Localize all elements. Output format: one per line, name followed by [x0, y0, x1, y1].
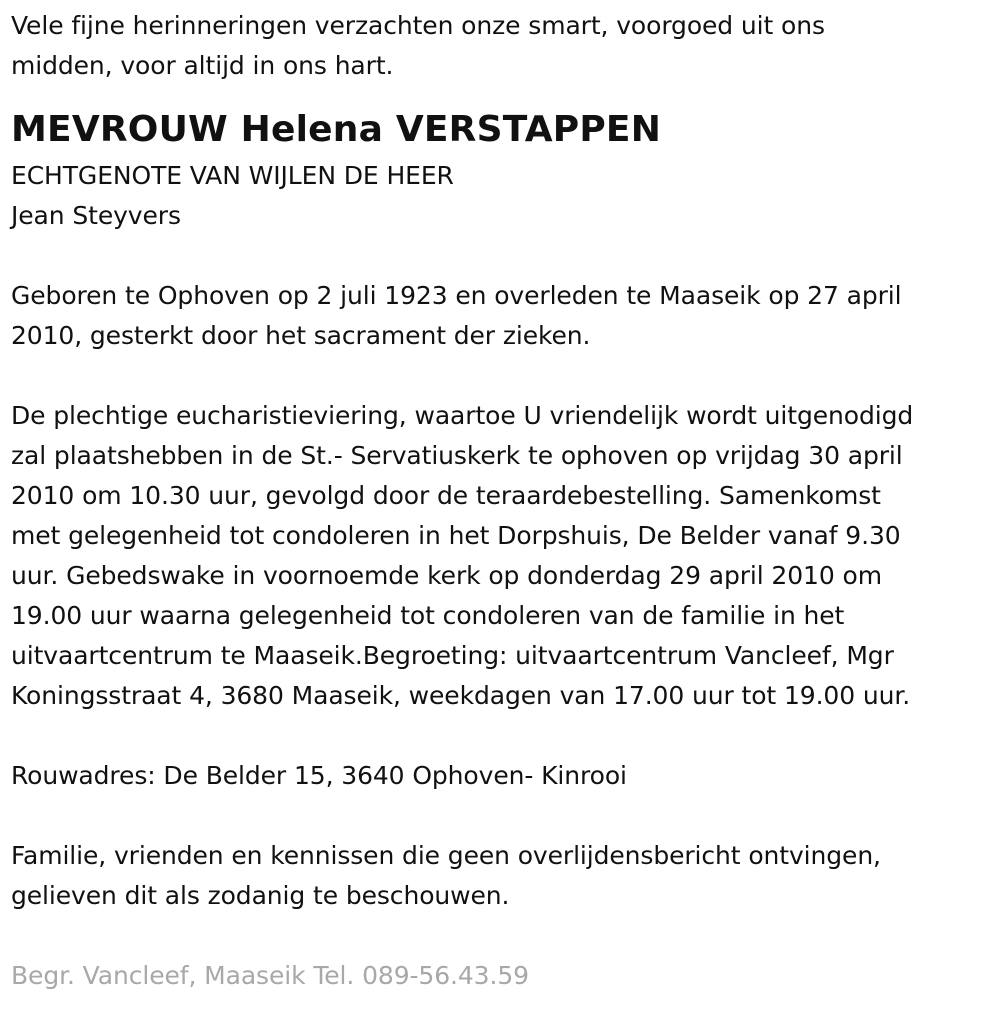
intro-line: midden, voor altijd in ons hart. — [11, 51, 394, 80]
birth-death-line: Geboren te Ophoven op 2 juli 1923 en overleden te Maaseik op 27 april — [11, 281, 902, 310]
intro-line: Vele fijne herinneringen verzachten onze smart, voorgoed uit ons — [11, 11, 825, 40]
ceremony-line: uitvaartcentrum te Maaseik.Begroeting: uitvaartcentrum Vancleef, Mgr — [11, 641, 894, 670]
birth-death-line: 2010, gesterkt door het sacrament der zieken. — [11, 321, 591, 350]
notice-line: gelieven dit als zodanig te beschouwen. — [11, 881, 510, 910]
deceased-name: MEVROUW Helena VERSTAPPEN — [11, 109, 662, 150]
spacer — [11, 796, 991, 836]
notice-line: Familie, vrienden en kennissen die geen overlijdensbericht ontvingen, — [11, 841, 881, 870]
spacer — [11, 916, 991, 956]
spouse-line: Jean Steyvers — [11, 201, 181, 230]
ceremony-line: De plechtige eucharistieviering, waartoe U vriendelijk wordt uitgenodigd — [11, 401, 914, 430]
ceremony-line: Koningsstraat 4, 3680 Maaseik, weekdagen van 17.00 uur tot 19.00 uur. — [11, 681, 911, 710]
obituary-notice — [11, 6, 991, 996]
mourning-address: Rouwadres: De Belder 15, 3640 Ophoven- Kinrooi — [11, 761, 627, 790]
spacer — [11, 236, 991, 276]
ceremony-line: met gelegenheid tot condoleren in het Dorpshuis, De Belder vanaf 9.30 — [11, 521, 901, 550]
ceremony-line: zal plaatshebben in de St.- Servatiuskerk te ophoven op vrijdag 30 april — [11, 441, 903, 470]
spouse-line: ECHTGENOTE VAN WIJLEN DE HEER — [11, 161, 454, 190]
ceremony-line: uur. Gebedswake in voornoemde kerk op donderdag 29 april 2010 om — [11, 561, 882, 590]
funeral-home-footer: Begr. Vancleef, Maaseik Tel. 089-56.43.59 — [11, 961, 529, 990]
spacer — [11, 356, 991, 396]
spacer — [11, 716, 991, 756]
ceremony-line: 19.00 uur waarna gelegenheid tot condoleren van de familie in het — [11, 601, 845, 630]
ceremony-line: 2010 om 10.30 uur, gevolgd door de teraardebestelling. Samenkomst — [11, 481, 881, 510]
